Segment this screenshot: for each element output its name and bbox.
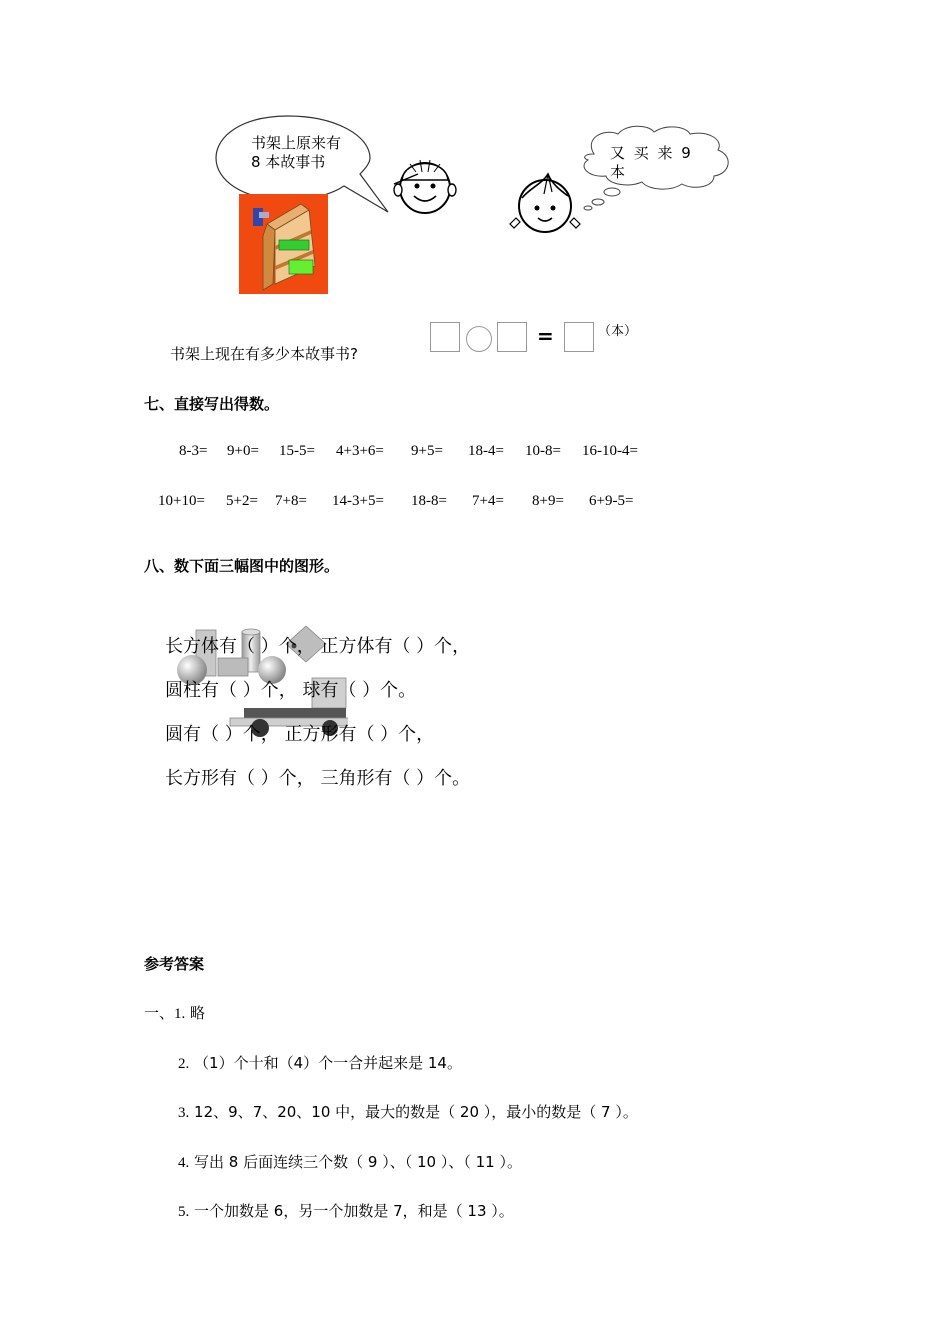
equation: 7+8= <box>275 493 307 509</box>
equation: 6+9-5= <box>589 493 634 509</box>
section7-heading: 七、直接写出得数。 <box>144 395 280 413</box>
equation: 5+2= <box>226 493 258 509</box>
equation: 4+3+6= <box>336 443 384 459</box>
answer-item-2 <box>178 1052 462 1073</box>
section7-row1 <box>0 443 950 465</box>
answer-number: 4. <box>178 1155 190 1171</box>
answer-item-4 <box>178 1151 522 1172</box>
bookshelf-icon <box>239 194 328 294</box>
equation-area <box>430 322 650 354</box>
answer-item-1 <box>144 1002 205 1023</box>
answer-number: 3. <box>178 1105 190 1121</box>
answer-number: 2. <box>178 1056 190 1072</box>
answer-box-1[interactable] <box>430 322 460 352</box>
answer-text: 一个加数是 6，另一个加数是 7，和是（ 13 ）。 <box>194 1202 514 1220</box>
equals-sign: = <box>537 324 554 348</box>
equation: 18-4= <box>468 443 504 459</box>
equation: 18-8= <box>411 493 447 509</box>
story-question: 书架上现在有多少本故事书? <box>170 345 358 363</box>
equation: 14-3+5= <box>332 493 384 509</box>
equation: 9+5= <box>411 443 443 459</box>
answer-text: 12、9、7、20、10 中，最大的数是（ 20 ），最小的数是（ 7 ）。 <box>194 1103 638 1121</box>
equation: 10-8= <box>525 443 561 459</box>
count-line-1: 长方体有（ ）个， 正方体有（ ）个， <box>165 636 471 657</box>
equation: 8-3= <box>179 443 208 459</box>
equation: 15-5= <box>279 443 315 459</box>
equation: 9+0= <box>227 443 259 459</box>
count-line-2: 圆柱有（ ）个， 球有（ ）个。 <box>165 680 417 701</box>
boy-bubble-text: 书架上原来有 8 本故事书 <box>251 134 342 171</box>
answer-text: 略 <box>190 1004 206 1022</box>
equation: 7+4= <box>472 493 504 509</box>
section7-row2 <box>0 493 950 515</box>
answer-box-2[interactable] <box>497 322 527 352</box>
answer-box-result[interactable] <box>564 322 594 352</box>
boy-face-icon <box>390 150 460 216</box>
answer-item-3 <box>178 1101 638 1122</box>
unit-label: （本） <box>598 324 638 339</box>
answer-text: 写出 8 后面连续三个数（ 9 ）、（ 10 ）、（ 11 ）。 <box>194 1153 522 1171</box>
answer-number: 5. <box>178 1204 190 1220</box>
section8-heading: 八、数下面三幅图中的图形。 <box>144 557 340 575</box>
count-line-4: 长方形有（ ）个， 三角形有（ ）个。 <box>165 768 471 789</box>
equation: 8+9= <box>532 493 564 509</box>
operator-circle[interactable] <box>466 326 492 352</box>
answers-heading: 参考答案 <box>144 955 205 973</box>
equation: 16-10-4= <box>582 443 638 459</box>
girl-face-icon <box>508 168 582 240</box>
answer-prefix: 一、 <box>144 1004 175 1022</box>
answer-text: （1）个十和（4）个一合并起来是 14。 <box>194 1054 462 1072</box>
answer-item-5 <box>178 1200 514 1221</box>
girl-bubble-text: 又 买 来 9 本 <box>610 144 693 181</box>
answer-number: 1. <box>174 1006 186 1022</box>
count-line-3: 圆有（ ）个， 正方形有（ ）个， <box>165 724 435 745</box>
equation: 10+10= <box>158 493 205 509</box>
